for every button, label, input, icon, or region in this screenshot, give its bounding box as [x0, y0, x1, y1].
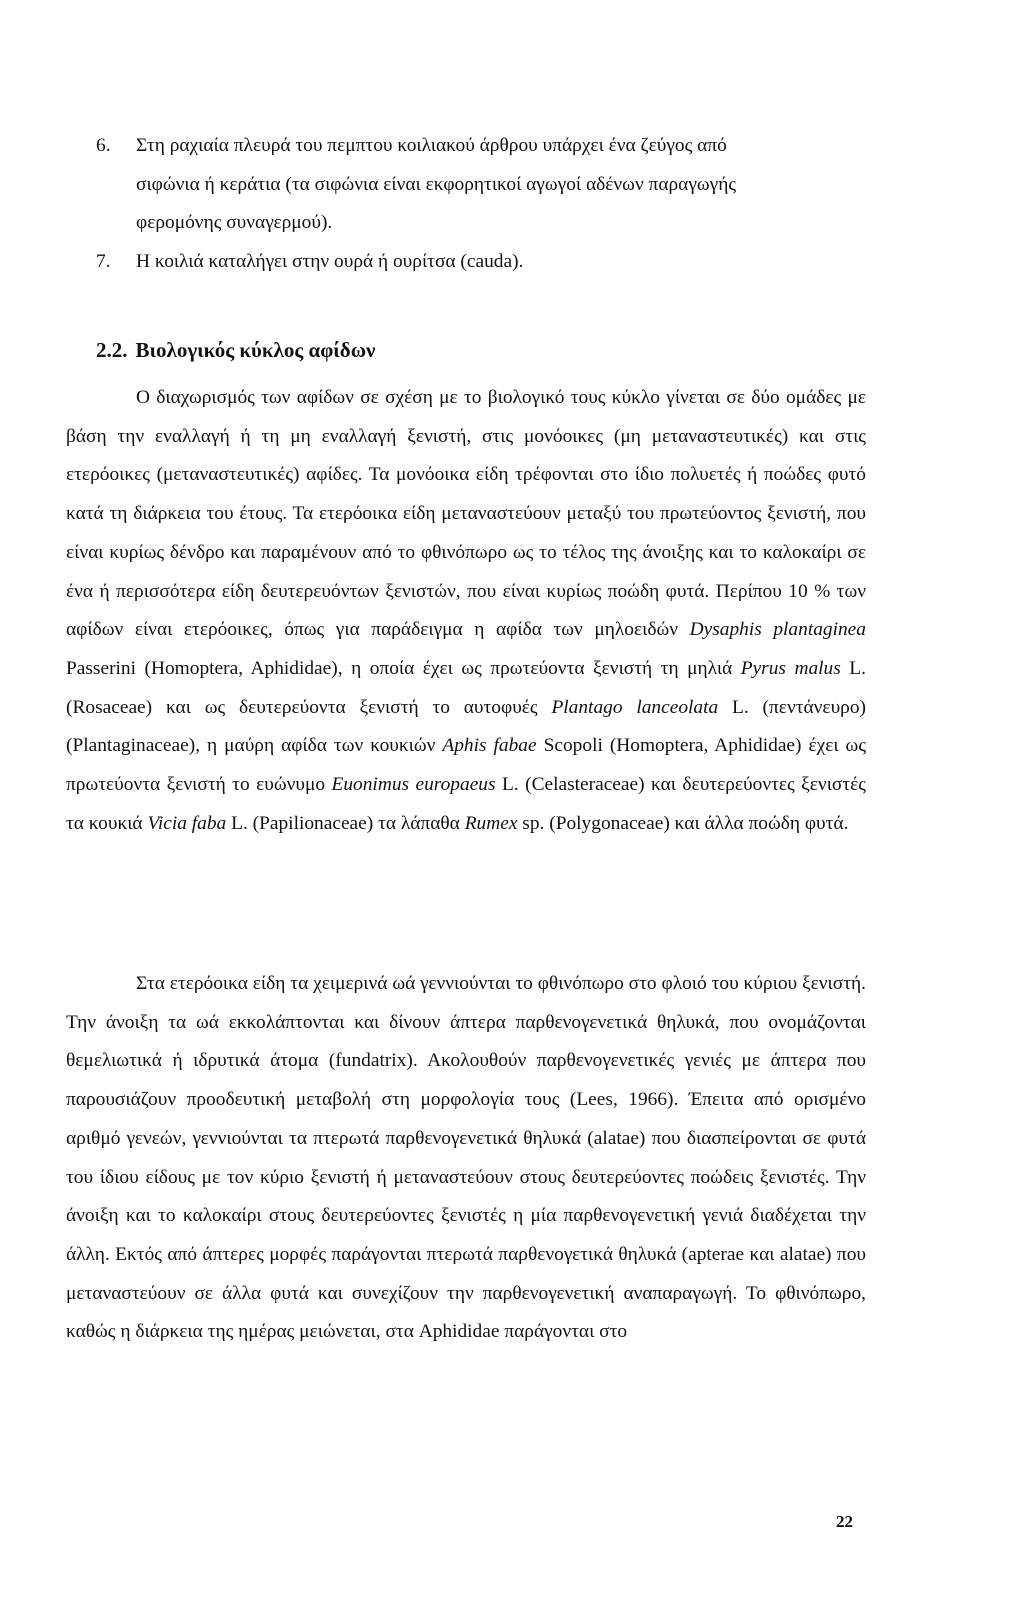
paragraph-text: Passerini (Homoptera, Aphididae), η οποία έχει ως πρωτεύοντα ξενιστή τη μηλιά: [66, 657, 741, 679]
list-item-6-line-3: φερομόνης συναγερμού).: [136, 212, 333, 234]
list-item-6-line-1: Στη ραχιαία πλευρά του πεμπτου κοιλιακού άρθρου υπάρχει ένα ζεύγος από: [136, 135, 727, 156]
list-item-6-line-2: σιφώνια ή κεράτια (τα σιφώνια είναι εκφορητικοί αγωγοί αδένων παραγωγής: [136, 173, 737, 195]
section-title: Βιολογικός κύκλος αφίδων: [135, 338, 376, 362]
species-name: Aphis fabae: [442, 735, 537, 757]
species-name: Dysaphis plantaginea: [689, 619, 866, 641]
list-number: 6.: [96, 135, 111, 156]
numbered-list: [66, 127, 866, 282]
list-item-7-text: Η κοιλιά καταλήγει στην ουρά ή ουρίτσα (cauda).: [136, 251, 524, 273]
species-name: Euonimus europaeus: [331, 774, 496, 796]
page-number: 22: [836, 1512, 853, 1531]
paragraph-text: sp. (Polygonaceae) και άλλα ποώδη φυτά.: [517, 812, 849, 834]
paragraph-text: Scopoli (Homoptera, Aphididae) έχει ως πρωτεύοντα ξενιστή το ευώνυμο: [66, 735, 866, 796]
paragraph-text: Ο διαχωρισμός των αφίδων σε σχέση με το βιολογικό τους κύκλο γίνεται σε δύο ομάδες με βάση την εναλλαγή ή τη μη εναλλαγή ξενιστή, στις μονόοικες (μη μεταναστευτικές) και στις ετερόοικες (μεταναστευτικές) αφίδες. Τα μονόοικα είδη τρέφονται στο ίδιο πολυετές ή ποώδες φυτό κατά τη διάρκεια του έτους. Τα ετερόοικα είδη μεταναστεύουν μεταξύ του πρωτεύοντος ξενιστή, που είναι κυρίως δένδρο και παραμένουν από το φθινόπωρο ως το τέλος της άνοιξης και το καλοκαίρι σε ένα ή περισσότερα είδη δευτερευόντων ξενιστών, που είναι κυρίως ποώδη φυτά. Περίπου 10 % των αφίδων είναι ετερόοικες, όπως για παράδειγμα η αφίδα των μηλοειδών: [66, 387, 866, 641]
species-name: Vicia faba: [147, 812, 227, 834]
paragraph-2: Στα ετερόοικα είδη τα χειμερινά ωά γεννιούνται το φθινόπωρο στο φλοιό του κύριου ξενιστή. Την άνοιξη τα ωά εκκολάπτονται και δίνουν άπτερα παρθενογενετικά θηλυκά, που ονομάζονται θεμελιωτικά ή ιδρυτικά άτομα (fundatrix). Ακολουθούν παρθενογενετικές γενιές με άπτερα που παρουσιάζουν προοδευτική μεταβολή στη μορφολογία τους (Lees, 1966). Έπειτα από ορισμένο αριθμό γενεών, γεννιούνται τα πτερωτά παρθενογενετικά θηλυκά (alatae) που διασπείρονται σε φυτά του ίδιου είδους με τον κύριο ξενιστή ή μεταναστεύουν στους δευτερεύοντες ποώδεις ξενιστές. Την άνοιξη και το καλοκαίρι στους δευτερεύοντες ξενιστές η μία παρθενογενετική γενιά διαδέχεται την άλλη. Εκτός από άπτερες μορφές παράγονται πτερωτά παρθενογετικά θηλυκά (apterae και alatae) που μεταναστεύουν σε άλλα φυτά και συνεχίζουν την παρθενογενετική αναπαραγωγή. Το φθινόπωρο, καθώς η διάρκεια της ημέρας μειώνεται, στα Aphididae παράγονται στο: [66, 973, 866, 1343]
paragraph-text: L. (Rosaceae) και ως δευτερεύοντα ξενιστή το αυτοφυές: [66, 657, 866, 718]
list-item-7: [66, 243, 866, 282]
section-number: 2.2.: [96, 338, 128, 362]
paragraph-text: L. (Celasteraceae) και δευτερεύοντες ξενιστές τα κουκιά: [66, 774, 866, 834]
species-name: Plantago lanceolata: [551, 696, 719, 718]
section-heading: [96, 335, 375, 365]
paragraph-1: [66, 379, 866, 843]
species-name: Pyrus malus: [740, 657, 841, 679]
paragraph-text: L. (Papilionaceae) τα λάπαθα: [226, 812, 465, 834]
list-number: 7.: [96, 251, 111, 273]
paragraph-text: L. (πεντάνευρο) (Plantaginaceae), η μαύρη αφίδα των κουκιών: [66, 696, 866, 757]
list-item-6: [66, 127, 866, 243]
species-name: Rumex: [464, 812, 518, 834]
